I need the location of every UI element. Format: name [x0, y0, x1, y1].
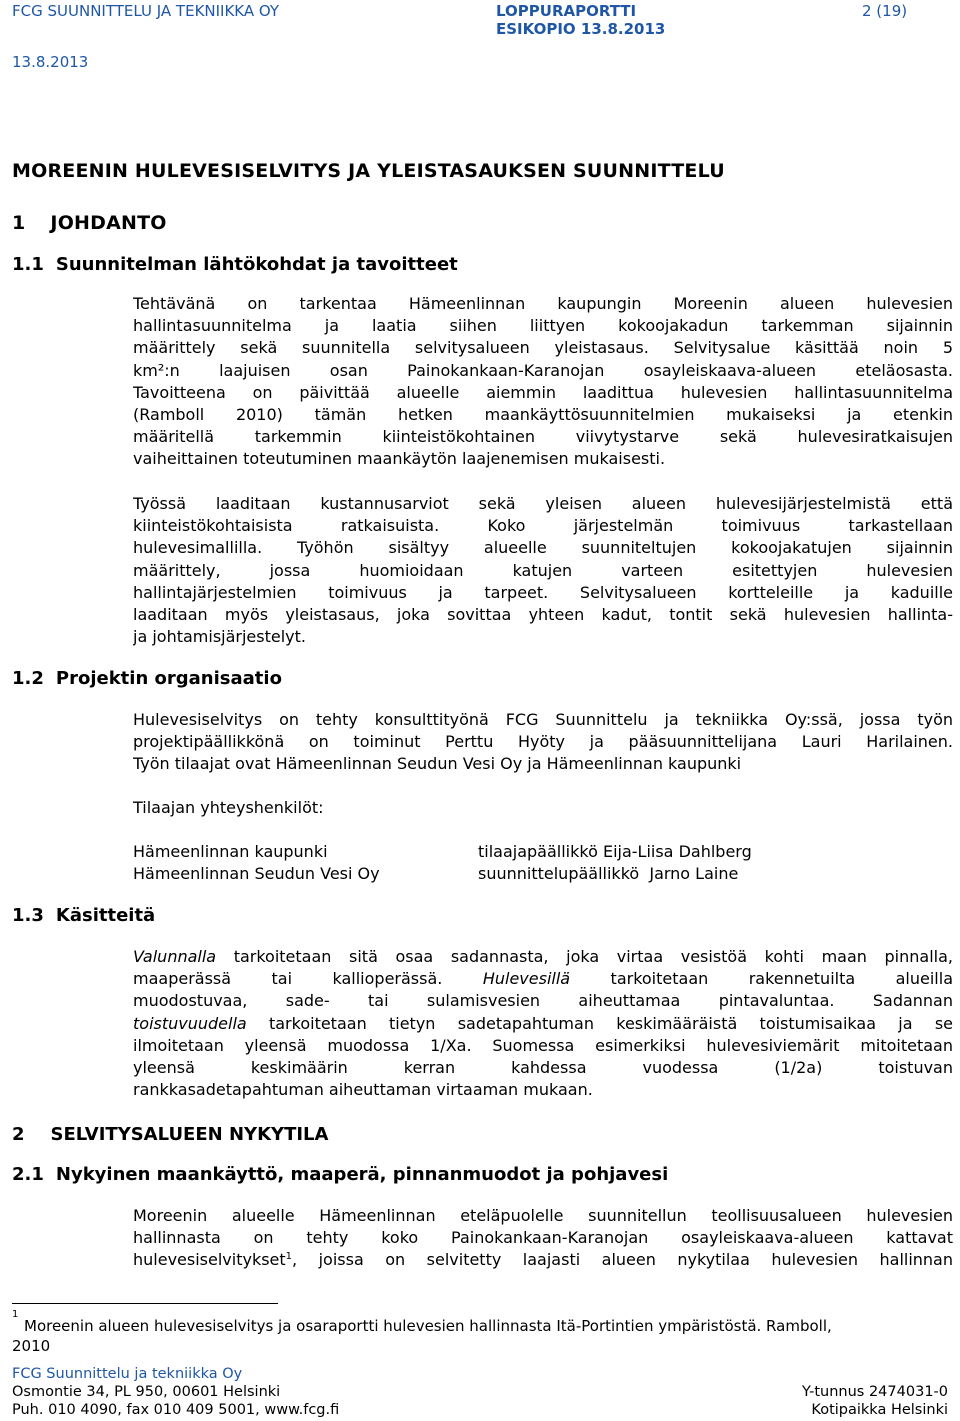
section-number: 1 — [12, 212, 26, 234]
footer-domicile: Kotipaikka Helsinki — [811, 1402, 948, 1418]
footnote-text: Moreenin alueen hulevesiselvitys ja osaraportti hulevesien hallinnasta Itä-Portintien ympäristöstä. Ramboll, — [24, 1317, 832, 1335]
text-line: projektipäällikkönä on toiminut Perttu Hyöty ja pääsuunnittelijana Lauri Harilainen. — [133, 732, 953, 752]
text-line: hulevesiselvitykset$^1$, joissa on selvitetty laajasti alueen nykytilaa hulevesien hallinnan — [133, 1250, 953, 1270]
footnote-separator — [12, 1303, 278, 1304]
subsection-heading — [12, 668, 282, 690]
section-title: SELVITYSALUEEN NYKYTILA — [50, 1124, 329, 1145]
text-line: Valunnalla tarkoitetaan sitä osaa sadannasta, joka virtaa vesistöä kohti maan pinnalla, — [133, 947, 953, 966]
text-line: muodostuvaa, sade- tai sulamisvesien aiheuttamaa pintavaluntaa. Sadannan — [133, 991, 953, 1011]
text-line: toistuvuudella tarkoitetaan tietyn sadetapahtuman keskimääräistä toistumisaikaa ja se — [133, 1013, 953, 1033]
footnote-reference: 1 — [285, 1251, 293, 1263]
text-line: ja johtamisjärjestelyt. — [133, 627, 306, 647]
text-line: Työn tilaajat ovat Hämeenlinnan Seudun Vesi Oy ja Hämeenlinnan kaupunki — [133, 754, 742, 774]
section-heading — [12, 212, 167, 234]
subsection-number: 2.1 — [12, 1164, 44, 1185]
header-date: 13.8.2013 — [12, 53, 89, 71]
header-draft: ESIKOPIO 13.8.2013 — [496, 20, 666, 38]
footer-company: FCG Suunnittelu ja tekniikka Oy — [12, 1366, 243, 1382]
subsection-heading — [12, 254, 458, 276]
header-page-number: 2 (19) — [862, 2, 908, 20]
text-line: maaperässä tai kallioperässä. Hulevesillä tarkoitetaan rakennetuilta alueilla — [133, 969, 953, 989]
contact-org: Hämeenlinnan kaupunki — [133, 842, 328, 861]
text-line: hallintajärjestelmien toimivuus ja tarpeet. Selvitysalueen kortteleille ja kaduille — [133, 582, 953, 602]
footer-contact: Puh. 010 4090, fax 010 409 5001, www.fcg.fi — [12, 1402, 340, 1418]
contacts-label: Tilaajan yhteyshenkilöt: — [133, 798, 324, 817]
text-line: hallintasuunnitelma ja laatia siihen liittyen kokoojakadun tarkemman sijainnin — [133, 316, 953, 336]
paragraph-current-state — [133, 1205, 953, 1272]
subsection-title: Suunnitelman lähtökohdat ja tavoitteet — [55, 254, 458, 275]
subsection-number: 1.2 — [12, 668, 44, 689]
text-line: määritellä tarkemmin kiinteistökohtainen viivytystarve sekä hulevesiratkaisujen — [133, 427, 953, 447]
text-line: Tehtävänä on tarkentaa Hämeenlinnan kaupungin Moreenin alueen hulevesien — [133, 294, 953, 313]
footer-address: Osmontie 34, PL 950, 00601 Helsinki — [12, 1384, 281, 1400]
text-line: hulevesimallilla. Työhön sisältyy alueelle suunniteltujen kokoojakatujen sijainnin — [133, 538, 953, 558]
text-line: yleensä keskimäärin kerran kahdessa vuodessa (1/2a) toistuvan — [133, 1057, 953, 1077]
text-line: rankkasadetapahtuman aiheuttaman virtaaman mukaan. — [133, 1080, 593, 1100]
text-line: Hulevesiselvitys on tehty konsulttityönä FCG Suunnittelu ja tekniikka Oy:ssä, jossa työn — [133, 710, 953, 729]
text-line: vaiheittainen toteutuminen maankäytön laajenemisen mukaisesti. — [133, 449, 666, 469]
term: Hulevesillä — [482, 969, 571, 989]
footnote-marker: 1 — [12, 1309, 19, 1320]
paragraph-goals — [133, 293, 953, 471]
text-line: Työssä laaditaan kustannusarviot sekä yleisen alueen hulevesijärjestelmistä että — [133, 494, 953, 513]
header-company: FCG SUUNNITTELU JA TEKNIIKKA OY — [12, 2, 280, 20]
header-report-type: LOPPURAPORTTI — [496, 2, 637, 20]
text-line: (Ramboll 2010) tämän hetken maankäyttösuunnitelmien mukaiseksi ja etenkin — [133, 404, 953, 424]
text-line: hallinnasta on tehty koko Painokankaan-Karanojan osayleiskaava-alueen kattavat — [133, 1228, 953, 1248]
subsection-title: Nykyinen maankäyttö, maaperä, pinnanmuodot ja pohjavesi — [55, 1164, 669, 1185]
subsection-number: 1.1 — [12, 254, 44, 275]
term: toistuvuudella — [133, 1013, 247, 1033]
footer-business-id: Y-tunnus 2474031-0 — [801, 1384, 948, 1400]
subsection-title: Projektin organisaatio — [55, 668, 282, 689]
text-line: laaditaan myös yleistasaus, joka sovittaa yhteen kadut, tontit sekä hulevesien hallinta- — [133, 604, 953, 624]
subsection-title: Käsitteitä — [55, 905, 156, 926]
text-line: km²:n laajuisen osan Painokankaan-Karanojan osayleiskaava-alueen eteläosasta. — [133, 360, 953, 380]
text-line: Moreenin alueelle Hämeenlinnan eteläpuolelle suunnitellun teollisuusalueen hulevesien — [133, 1206, 953, 1225]
text-line: Tavoitteena on päivittää alueelle aiemmin laadittua hulevesien hallintasuunnitelma — [133, 382, 953, 402]
paragraph-scope — [133, 493, 953, 648]
contact-person: tilaajapäällikkö Eija-Liisa Dahlberg — [478, 842, 752, 861]
contact-org: Hämeenlinnan Seudun Vesi Oy — [133, 864, 380, 883]
paragraph-organisation — [133, 709, 953, 776]
subsection-number: 1.3 — [12, 905, 44, 926]
text-line: kiinteistökohtaisista ratkaisuista. Koko järjestelmän toimivuus tarkastellaan — [133, 516, 953, 536]
text-line: määrittely, jossa huomioidaan katujen varteen esitettyjen hulevesien — [133, 560, 953, 580]
paragraph-concepts — [133, 946, 953, 1101]
term: Valunnalla — [133, 947, 217, 966]
text-line: ilmoitetaan yleensä muodossa 1/Xa. Suomessa esimerkiksi hulevesiviemärit mitoitetaan — [133, 1035, 953, 1055]
footnote-text-continued: 2010 — [12, 1337, 51, 1355]
section-number: 2 — [12, 1124, 25, 1145]
document-title: MOREENIN HULEVESISELVITYS JA YLEISTASAUKSEN SUUNNITTELU — [12, 160, 725, 182]
section-heading — [12, 1124, 328, 1146]
subsection-heading — [12, 1164, 668, 1186]
contact-person: suunnittelupäällikkö Jarno Laine — [478, 864, 739, 883]
text-line: määrittely sekä suunnitella selvitysalueen yleistasaus. Selvitysalue käsittää noin 5 — [133, 338, 953, 358]
section-title: JOHDANTO — [50, 212, 167, 234]
subsection-heading — [12, 905, 155, 927]
